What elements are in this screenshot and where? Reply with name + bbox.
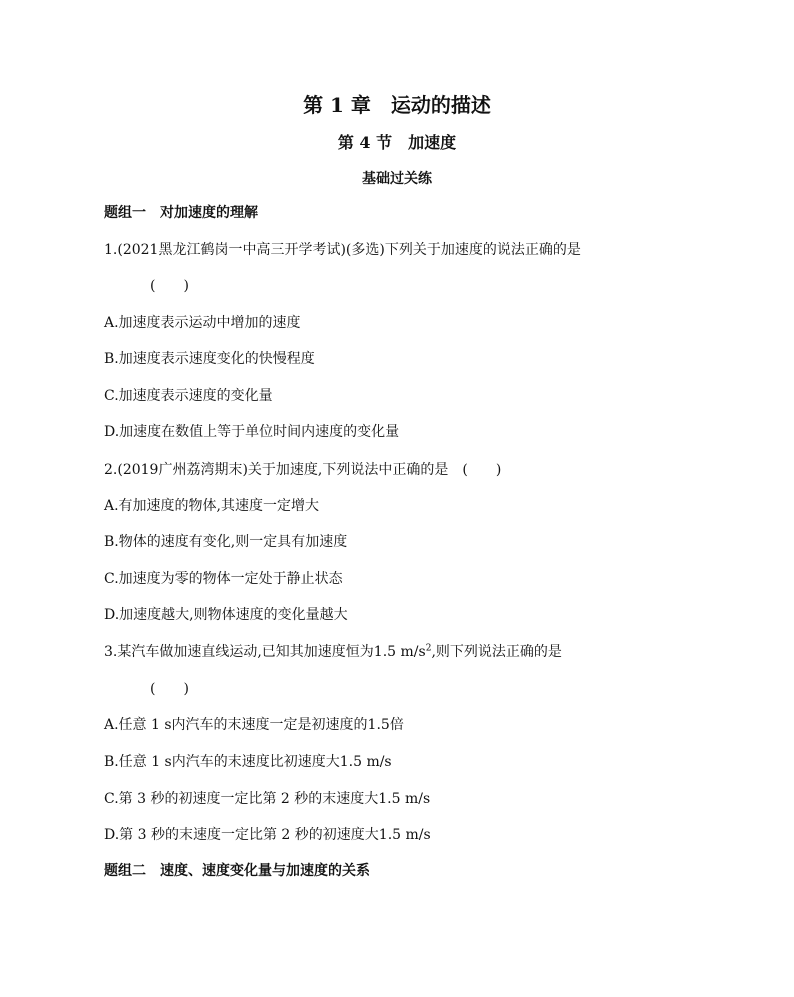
question-3-option-a: A.任意 1 s内汽车的末速度一定是初速度的1.5倍	[104, 717, 404, 733]
question-2-option-b: B.物体的速度有变化,则一定具有加速度	[104, 534, 348, 550]
chapter-title: 第 1 章 运动的描述	[303, 93, 491, 117]
question-3-stem-exponent: 2	[425, 643, 432, 654]
group-two-title: 题组二 速度、速度变化量与加速度的关系	[104, 863, 370, 879]
question-2-stem: 2.(2019广州荔湾期末)关于加速度,下列说法中正确的是 ( )	[104, 462, 502, 478]
question-3-stem	[104, 642, 562, 662]
question-1-option-c: C.加速度表示速度的变化量	[104, 388, 273, 404]
question-1-answer-blank: ( )	[150, 278, 189, 294]
question-3-option-b: B.任意 1 s内汽车的末速度比初速度大1.5 m/s	[104, 754, 392, 770]
question-1-stem: 1.(2021黑龙江鹤岗一中高三开学考试)(多选)下列关于加速度的说法正确的是	[104, 242, 581, 258]
question-1-option-d: D.加速度在数值上等于单位时间内速度的变化量	[104, 424, 400, 440]
question-3-option-c: C.第 3 秒的初速度一定比第 2 秒的末速度大1.5 m/s	[104, 791, 431, 807]
question-3-stem-main: 3.某汽车做加速直线运动,已知其加速度恒为1.5 m/s	[104, 644, 426, 660]
question-2-option-d: D.加速度越大,则物体速度的变化量越大	[104, 607, 348, 623]
question-1-option-a: A.加速度表示运动中增加的速度	[104, 315, 301, 331]
question-3-option-d: D.第 3 秒的末速度一定比第 2 秒的初速度大1.5 m/s	[104, 827, 431, 843]
question-3-stem-tail: ,则下列说法正确的是	[431, 644, 562, 660]
question-2-option-a: A.有加速度的物体,其速度一定增大	[104, 498, 320, 514]
question-1-option-b: B.加速度表示速度变化的快慢程度	[104, 351, 315, 367]
question-3-answer-blank: ( )	[150, 681, 189, 697]
practice-heading: 基础过关练	[362, 171, 432, 187]
question-2-option-c: C.加速度为零的物体一定处于静止状态	[104, 571, 343, 587]
group-one-title: 题组一 对加速度的理解	[104, 205, 258, 221]
section-title: 第 4 节 加速度	[337, 133, 457, 152]
